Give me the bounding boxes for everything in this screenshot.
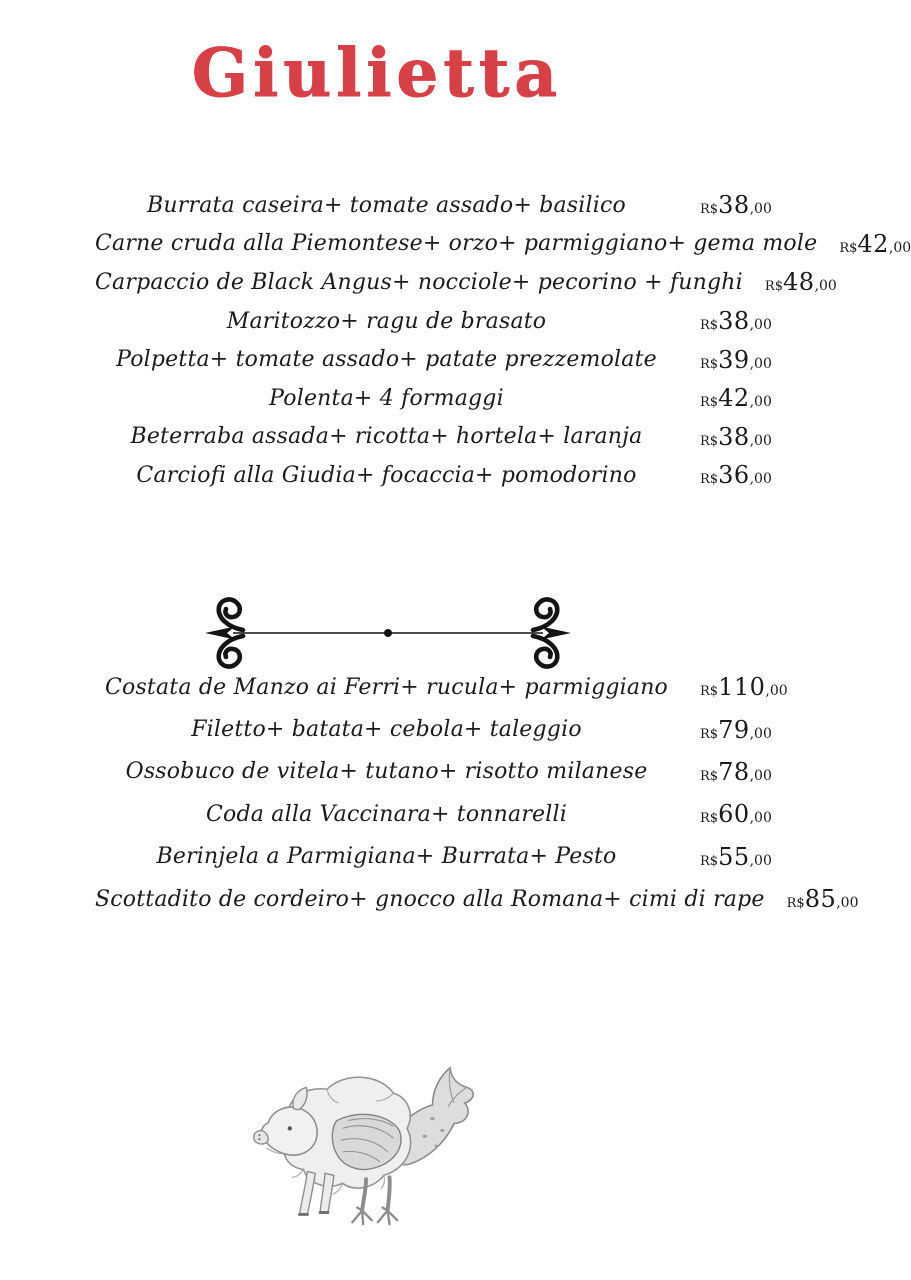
- menu-item-price: [765, 268, 837, 296]
- price-amount: 78: [718, 757, 750, 786]
- menu-item-price: [700, 307, 783, 335]
- menu-item-row: [95, 302, 783, 341]
- menu-item-row: [95, 793, 783, 835]
- menu-item-row: [95, 708, 783, 750]
- menu-item-name: Carne cruda alla Piemontese+ orzo+ parmiggiano+ gema mole: [95, 231, 818, 257]
- menu-item-name: Burrata caseira+ tomate assado+ basilico: [147, 192, 626, 218]
- price-cents: ,00: [749, 201, 772, 218]
- menu-item-name: Carpaccio de Black Angus+ nocciole+ pecorino + funghi: [95, 269, 743, 295]
- price-amount: 38: [718, 422, 750, 451]
- currency-symbol: R$: [700, 395, 719, 411]
- price-amount: 60: [718, 800, 750, 829]
- price-cents: ,00: [765, 683, 788, 700]
- menu-item-row: [95, 263, 837, 302]
- menu-item-price: [700, 461, 783, 489]
- menu-item-row: [95, 225, 911, 264]
- menu-item-price: [700, 800, 783, 828]
- menu-item-price: [700, 346, 783, 374]
- menu-item-price: [700, 673, 788, 702]
- menu-item-name: Filetto+ batata+ cebola+ taleggio: [191, 717, 582, 743]
- price-amount: 110: [718, 673, 766, 702]
- menu-item-price: [700, 423, 783, 451]
- section-divider: [205, 598, 571, 668]
- currency-symbol: R$: [700, 853, 719, 869]
- menu-item-name: Ossobuco de vitela+ tutano+ risotto milanese: [125, 759, 648, 785]
- price-cents: ,00: [749, 317, 772, 334]
- menu-section-2: [95, 666, 859, 920]
- menu-item-name: Costata de Manzo ai Ferri+ rucula+ parmiggiano: [104, 674, 669, 700]
- price-cents: ,00: [814, 278, 837, 295]
- menu-item-price: [700, 191, 783, 219]
- price-cents: ,00: [749, 810, 772, 827]
- menu-item-row: [95, 418, 783, 457]
- currency-symbol: R$: [764, 279, 783, 295]
- restaurant-title: Giulietta: [191, 34, 563, 112]
- price-amount: 39: [718, 345, 750, 374]
- price-amount: 42: [857, 229, 889, 258]
- menu-item-price: [700, 843, 783, 871]
- menu-item-name: Beterraba assada+ ricotta+ hortela+ laranja: [130, 424, 643, 450]
- menu-item-name: Coda alla Vaccinara+ tonnarelli: [206, 801, 567, 827]
- menu-item-row: [95, 878, 859, 920]
- menu-section-1: [95, 186, 911, 495]
- currency-symbol: R$: [700, 768, 719, 784]
- price-amount: 79: [718, 715, 750, 744]
- price-amount: 48: [782, 268, 815, 297]
- price-cents: ,00: [749, 725, 772, 742]
- price-cents: ,00: [749, 394, 772, 411]
- menu-item-row: [95, 836, 783, 878]
- menu-item-price: [700, 758, 783, 786]
- menu-item-price: [700, 384, 783, 412]
- price-cents: ,00: [749, 767, 772, 784]
- price-amount: 55: [718, 842, 750, 871]
- currency-symbol: R$: [786, 896, 805, 912]
- menu-item-name: Scottadito de cordeiro+ gnocco alla Romana+ cimi di rape: [95, 886, 765, 912]
- price-cents: ,00: [749, 852, 772, 869]
- menu-item-name: Maritozzo+ ragu de brasato: [226, 308, 547, 334]
- fleuron-scroll-divider-icon: [205, 598, 571, 668]
- currency-symbol: R$: [700, 433, 719, 449]
- price-amount: 85: [804, 885, 837, 914]
- menu-item-row: [95, 379, 783, 418]
- menu-item-row: [95, 340, 783, 379]
- currency-symbol: R$: [700, 472, 719, 488]
- menu-item-row: [95, 666, 788, 708]
- pig-rooster-fish-chimera-icon: [250, 1058, 486, 1234]
- menu-item-price: [700, 716, 783, 744]
- menu-item-name: Berinjela a Parmigiana+ Burrata+ Pesto: [156, 844, 617, 870]
- currency-symbol: R$: [700, 356, 719, 372]
- chimera-illustration: [250, 1058, 486, 1234]
- currency-symbol: R$: [700, 202, 719, 218]
- menu-item-name: Polenta+ 4 formaggi: [269, 385, 504, 411]
- menu-item-row: [95, 456, 783, 495]
- price-amount: 42: [718, 384, 750, 413]
- menu-item-name: Polpetta+ tomate assado+ patate prezzemolate: [116, 347, 657, 373]
- price-amount: 38: [718, 307, 750, 336]
- price-cents: ,00: [749, 355, 772, 372]
- menu-item-row: [95, 186, 783, 225]
- menu-item-row: [95, 751, 783, 793]
- currency-symbol: R$: [839, 240, 858, 256]
- menu-item-price: [839, 230, 911, 258]
- currency-symbol: R$: [700, 684, 719, 700]
- menu-item-price: [787, 885, 859, 913]
- currency-symbol: R$: [700, 726, 719, 742]
- price-cents: ,00: [836, 895, 859, 912]
- price-amount: 38: [718, 191, 750, 220]
- price-cents: ,00: [888, 239, 911, 256]
- price-cents: ,00: [749, 471, 772, 488]
- currency-symbol: R$: [700, 318, 719, 334]
- menu-item-name: Carciofi alla Giudia+ focaccia+ pomodorino: [136, 462, 637, 488]
- price-amount: 36: [718, 461, 750, 490]
- currency-symbol: R$: [700, 811, 719, 827]
- price-cents: ,00: [749, 432, 772, 449]
